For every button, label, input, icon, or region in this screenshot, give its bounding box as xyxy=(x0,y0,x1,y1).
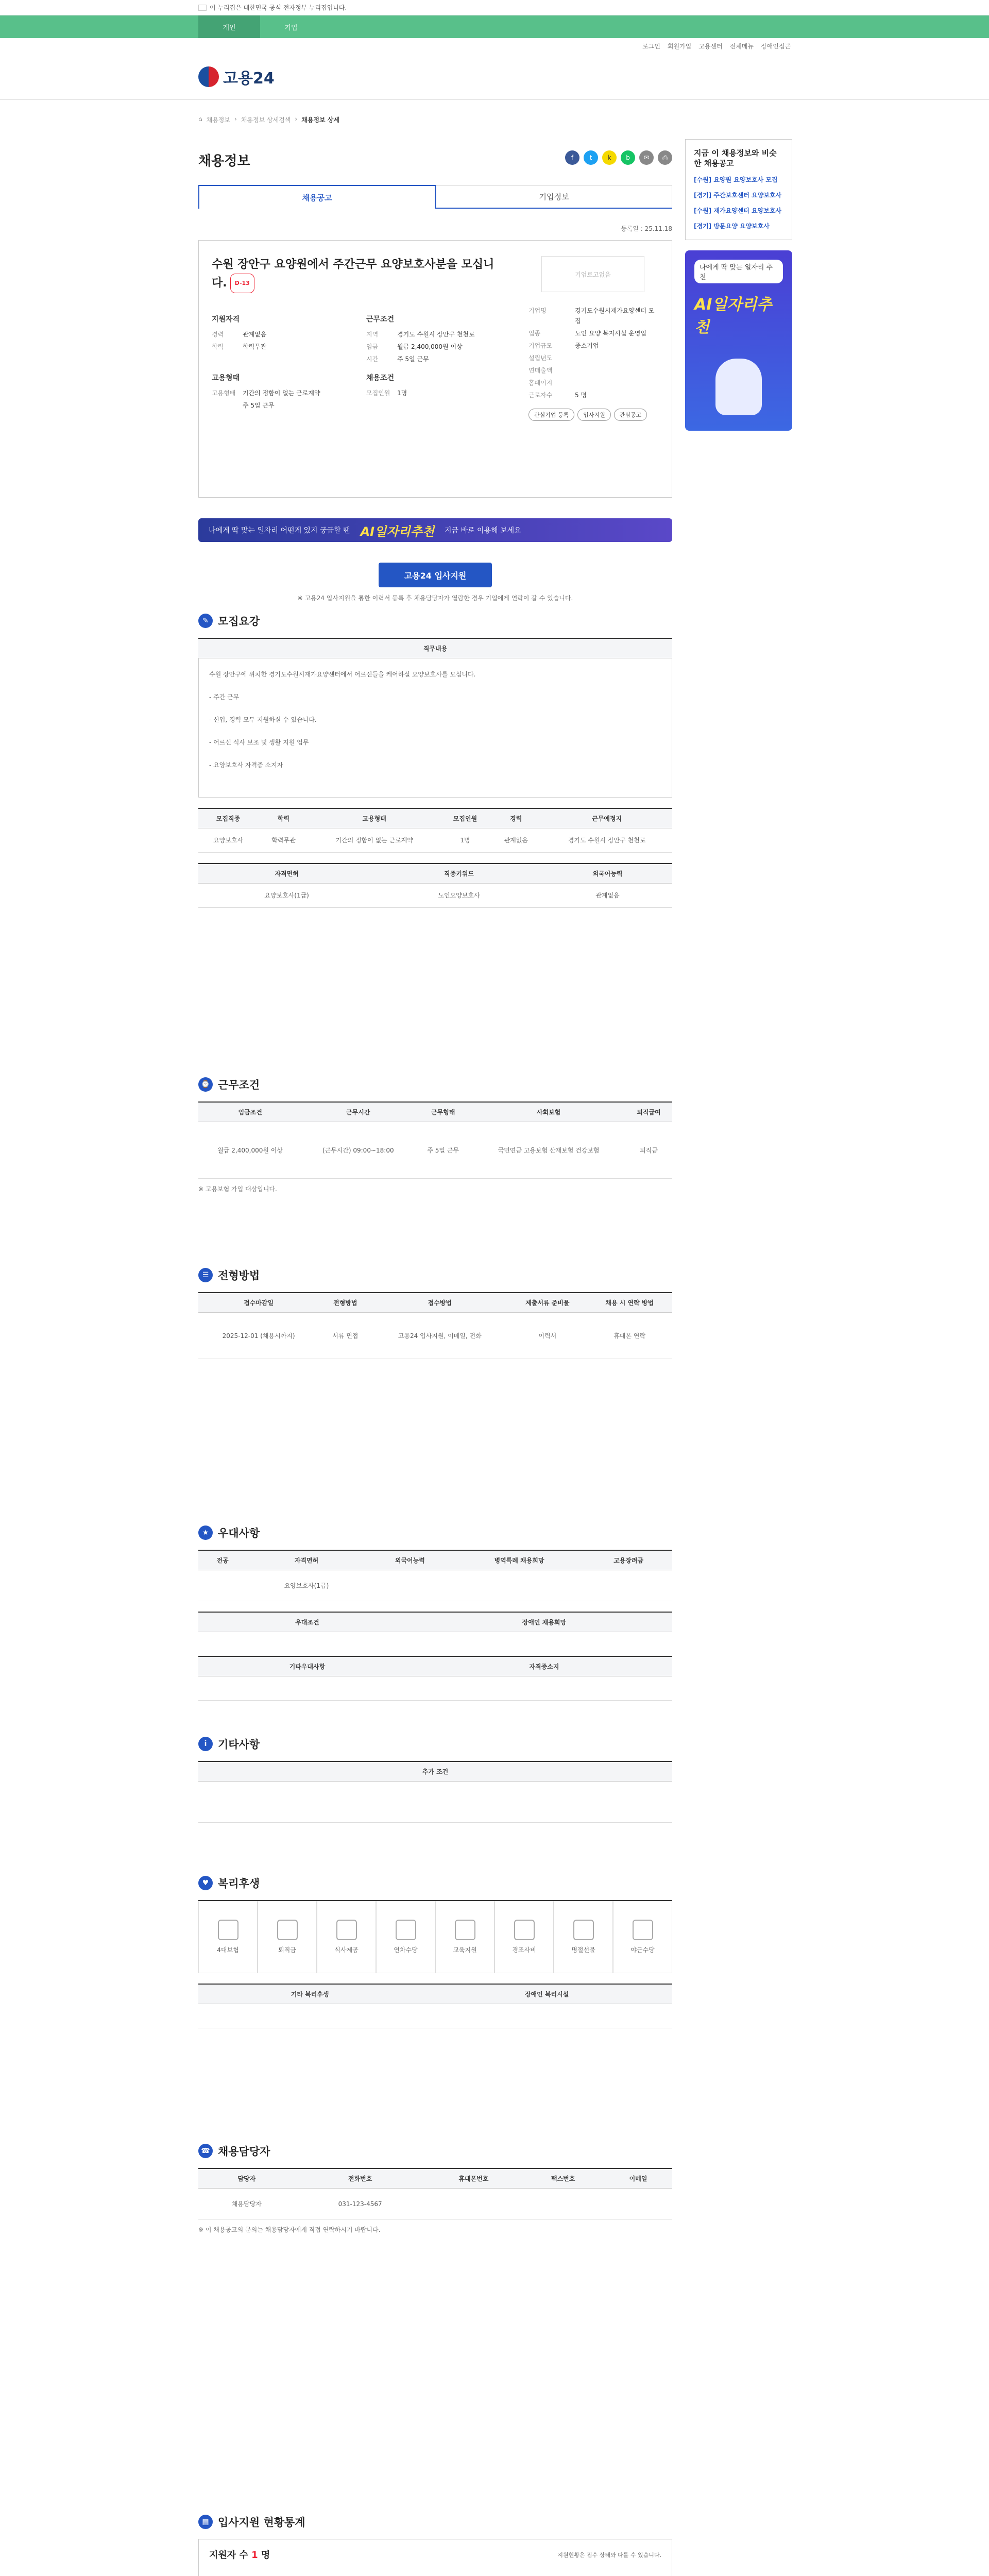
stats-icon: ▤ xyxy=(198,2515,213,2529)
logo[interactable] xyxy=(198,65,275,88)
work-icon: ⌚ xyxy=(198,1077,213,1092)
home-icon[interactable]: ⌂ xyxy=(198,115,202,123)
preference-icon: ★ xyxy=(198,1526,213,1540)
main-content xyxy=(198,139,672,602)
section-recruit: ✎ 모집요강 직무내용 수원 장안구에 위치한 경기도수원시재가요양센터에서 어르신들을 케어하실 요양보호사를 모십니다. - 주간 근무 - 신입, 경력 모두 지원하실 수 있습니다. - 어르신 식사 보조 및 생활 지원 업무 - 요양보호사 자격증 소지자 모집직종 학력 고용형태 모집인원 경력 근무예정지 요양보호사 학력무관 기간의 정함이 없는 근로계약 1명 관계없음 경기도 수원시 장안구 천천로 자격면허 직종키워드 외국어능력 요양보호사(1급) 노인요양보호사 관계없음 xyxy=(198,613,672,908)
contact-icon: ☎ xyxy=(198,2144,213,2158)
detail-tabs xyxy=(198,185,672,209)
page-title: 채용정보 xyxy=(198,154,250,169)
section-method: ☰ 전형방법 접수마감일 전형방법 접수방법 제출서류 준비물 채용 시 연락 방법 2025-12-01 (채용시까지) 서류 면접 고용24 입사지원, 이메일, 전화 이력서 휴대폰 연락 xyxy=(198,1267,672,1359)
welfare-item: 명절선물 xyxy=(554,1901,613,1973)
company-logo: 기업로고없음 xyxy=(541,256,644,292)
severance-icon xyxy=(277,1920,298,1940)
contact-table: 담당자 전화번호 휴대폰번호 팩스번호 이메일 채용담당자 031-123-4567 xyxy=(198,2168,672,2219)
recruit-table-2: 자격면허 직종키워드 외국어능력 요양보호사(1급) 노인요양보호사 관계없음 xyxy=(198,863,672,908)
welfare-item: 교육지원 xyxy=(435,1901,494,1973)
section-work: ⌚ 근무조건 임금조건 근무시간 근무형태 사회보험 퇴직급여 월급 2,400,000원 이상 (근무시간) 09:00~18:00 주 5일 근무 국민연금 고용보험 산재보험 건강보험 퇴직금 ※ 고용보험 가입 대상입니다. xyxy=(198,1077,672,1194)
band-icon[interactable]: b xyxy=(621,150,635,165)
banner-highlight: AI일자리추천 xyxy=(360,524,435,539)
preference-table: 전공 자격면허 외국어능력 병역특례 채용희망 고용장려금 요양보호사(1급) xyxy=(198,1550,672,1601)
brand-name: 고용24 xyxy=(223,69,275,88)
welfare-grid xyxy=(198,1900,672,1973)
welfare-item: 경조사비 xyxy=(494,1901,554,1973)
welfare-icon: ♥ xyxy=(198,1876,213,1890)
apply-chip[interactable]: 입사지원 xyxy=(577,409,611,421)
section-preference: ★ 우대사항 전공 자격면허 외국어능력 병역특례 채용희망 고용장려금 요양보호사(1급) 우대조건 장애인 채용희망 기타우대사항 자격증소지 xyxy=(198,1525,672,1701)
user-type-bar xyxy=(0,15,989,38)
etc-table: 추가 조건 xyxy=(198,1761,672,1823)
education-icon xyxy=(455,1920,475,1940)
dday-badge: D-13 xyxy=(230,274,254,293)
breadcrumb: ⌂ 채용정보 › 채용정보 상세검색 › 채용정보 상세 xyxy=(0,100,989,141)
qualification-block: 지원자격 경력 관계없음 학력 학력무관 고용형태 고용형태 기간의 정함이 없는 근로계약 주 5일 근무 xyxy=(212,315,320,409)
preference-table-2: 우대조건 장애인 채용희망 기타우대사항 자격증소지 xyxy=(198,1612,672,1701)
recruit-desc-table: 직무내용 xyxy=(198,638,672,658)
login-link[interactable]: 로그인 xyxy=(642,42,660,50)
tab-company-info[interactable]: 기업정보 xyxy=(436,185,672,209)
registration-date: 등록일 : 25.11.18 xyxy=(621,225,672,232)
section-contact: ☎ 채용담당자 담당자 전화번호 휴대폰번호 팩스번호 이메일 채용담당자 031-123-4567 ※ 이 채용공고의 문의는 채용담당자에게 직접 연락하시기 바랍니다. xyxy=(198,2143,672,2235)
company-summary: 기업로고없음 기업명 경기도수원시재가요양센터 모집 업종 노인 요양 복지시설 운영업 기업규모 중소기업 설립년도 연매출액 홈페이지 근로자수 5 명 관심기업 등록 입사지원 관심공고 xyxy=(528,256,657,421)
welfare-item: 연차수당 xyxy=(376,1901,435,1973)
interest-post-chip[interactable]: 관심공고 xyxy=(614,409,647,421)
accessibility-link[interactable]: 장애인접근 xyxy=(761,42,791,50)
robot-icon xyxy=(715,359,762,415)
similar-job-item[interactable]: [경기] 주간보호센터 요양보호사 xyxy=(694,192,782,199)
tab-personal[interactable]: 개인 xyxy=(198,15,260,38)
applicant-count: 1 xyxy=(251,2550,258,2561)
similar-job-item[interactable]: [경기] 방문요양 요양보호사 xyxy=(694,223,770,230)
breadcrumb-current: 채용정보 상세 xyxy=(301,116,339,124)
welfare-item: 식사제공 xyxy=(317,1901,376,1973)
logo-mark-icon xyxy=(198,66,219,87)
similar-jobs-box: 지금 이 채용정보와 비슷한 채용공고 [수원] 요양원 요양보호사 모집 [경기] 주간보호센터 요양보호사 [수원] 재가요양센터 요양보호사 [경기] 방문요양 요양보호사 xyxy=(685,139,792,240)
condition-block: 근무조건 지역 경기도 수원시 장안구 천천로 임금 월급 2,400,000원 이상 시간 주 5일 근무 채용조건 모집인원 1명 xyxy=(366,315,475,397)
section-stats: ▤ 입사지원 현황통계 지원자 수 1 명 지원현황은 접수 상태와 다를 수 있습니다. xyxy=(198,2514,672,2576)
leave-icon xyxy=(396,1920,416,1940)
section-etc: i 기타사항 추가 조건 xyxy=(198,1736,672,1823)
section-welfare: ♥ 복리후생 4대보험 퇴직금 식사제공 연차수당 교육지원 경조사비 명절선물 야근수당 기타 복리후생 장애인 복리시설 xyxy=(198,1875,672,2028)
sidebar xyxy=(685,139,792,431)
job-title: 수원 장안구 요양원에서 주간근무 요양보호사분을 모십니다. D-13 xyxy=(212,256,500,293)
event-icon xyxy=(514,1920,535,1940)
work-table: 임금조건 근무시간 근무형태 사회보험 퇴직급여 월급 2,400,000원 이상 (근무시간) 09:00~18:00 주 5일 근무 국민연금 고용보험 산재보험 건강보험 퇴직금 xyxy=(198,1101,672,1179)
interest-company-chip[interactable]: 관심기업 등록 xyxy=(528,409,574,421)
method-icon: ☰ xyxy=(198,1268,213,1282)
contact-note: ※ 이 채용공고의 문의는 채용담당자에게 직접 연락하시기 바랍니다. xyxy=(198,2226,381,2233)
utility-nav xyxy=(0,38,989,54)
welfare-item: 야근수당 xyxy=(613,1901,672,1973)
similar-job-item[interactable]: [수원] 재가요양센터 요양보호사 xyxy=(694,207,782,214)
meal-icon xyxy=(336,1920,357,1940)
ai-recommend-banner[interactable]: 나에게 딱 맞는 일자리 어떤게 있지 궁금할 땐 AI일자리추천 지금 바로 이용해 보세요 xyxy=(198,518,672,542)
share-bar xyxy=(565,150,672,165)
center-link[interactable]: 고용센터 xyxy=(698,42,723,50)
twitter-icon[interactable]: t xyxy=(584,150,598,165)
print-icon[interactable]: ⎙ xyxy=(658,150,672,165)
welfare-item: 4대보험 xyxy=(198,1901,258,1973)
tab-enterprise[interactable]: 기업 xyxy=(284,24,298,32)
welfare-table: 기타 복리후생 장애인 복리시설 xyxy=(198,1984,672,2028)
gov-banner xyxy=(0,0,989,15)
stats-box: 지원자 수 1 명 지원현황은 접수 상태와 다를 수 있습니다. xyxy=(198,2539,672,2576)
gift-icon xyxy=(573,1920,594,1940)
similar-job-item[interactable]: [수원] 요양원 요양보호사 모집 xyxy=(694,176,778,183)
method-table: 접수마감일 전형방법 접수방법 제출서류 준비물 채용 시 연락 방법 2025-12-01 (채용시까지) 서류 면접 고용24 입사지원, 이메일, 전화 이력서 휴대폰 연락 xyxy=(198,1292,672,1359)
gov-banner-text: 이 누리집은 대한민국 공식 전자정부 누리집입니다. xyxy=(210,4,347,11)
recruit-icon: ✎ xyxy=(198,614,213,628)
flag-icon xyxy=(198,5,207,11)
apply-button[interactable]: 고용24 입사지원 xyxy=(379,563,492,587)
recruit-table: 모집직종 학력 고용형태 모집인원 경력 근무예정지 요양보호사 학력무관 기간의 정함이 없는 근로계약 1명 관계없음 경기도 수원시 장안구 천천로 xyxy=(198,808,672,853)
work-note: ※ 고용보험 가입 대상입니다. xyxy=(198,1185,277,1193)
kakao-icon[interactable]: k xyxy=(602,150,617,165)
breadcrumb-item[interactable]: 채용정보 상세검색 xyxy=(241,116,291,124)
tab-job-posting[interactable]: 채용공고 xyxy=(198,185,436,209)
mail-icon[interactable]: ✉ xyxy=(639,150,654,165)
menu-link[interactable]: 전체메뉴 xyxy=(729,42,754,50)
breadcrumb-item[interactable]: 채용정보 xyxy=(206,116,230,124)
apply-note: ※ 고용24 입사지원을 통한 이력서 등록 후 채용담당자가 열람한 경우 기업에게 연락이 갈 수 있습니다. xyxy=(297,595,573,602)
facebook-icon[interactable]: f xyxy=(565,150,579,165)
ai-job-ad[interactable]: 나에게 딱 맞는 일자리 추천 AI일자리추천 xyxy=(685,250,792,431)
insurance-icon xyxy=(218,1920,238,1940)
job-summary xyxy=(198,240,672,498)
etc-icon: i xyxy=(198,1737,213,1751)
site-header xyxy=(0,54,989,100)
welfare-item: 퇴직금 xyxy=(258,1901,317,1973)
signup-link[interactable]: 회원가입 xyxy=(667,42,692,50)
overtime-icon xyxy=(633,1920,653,1940)
